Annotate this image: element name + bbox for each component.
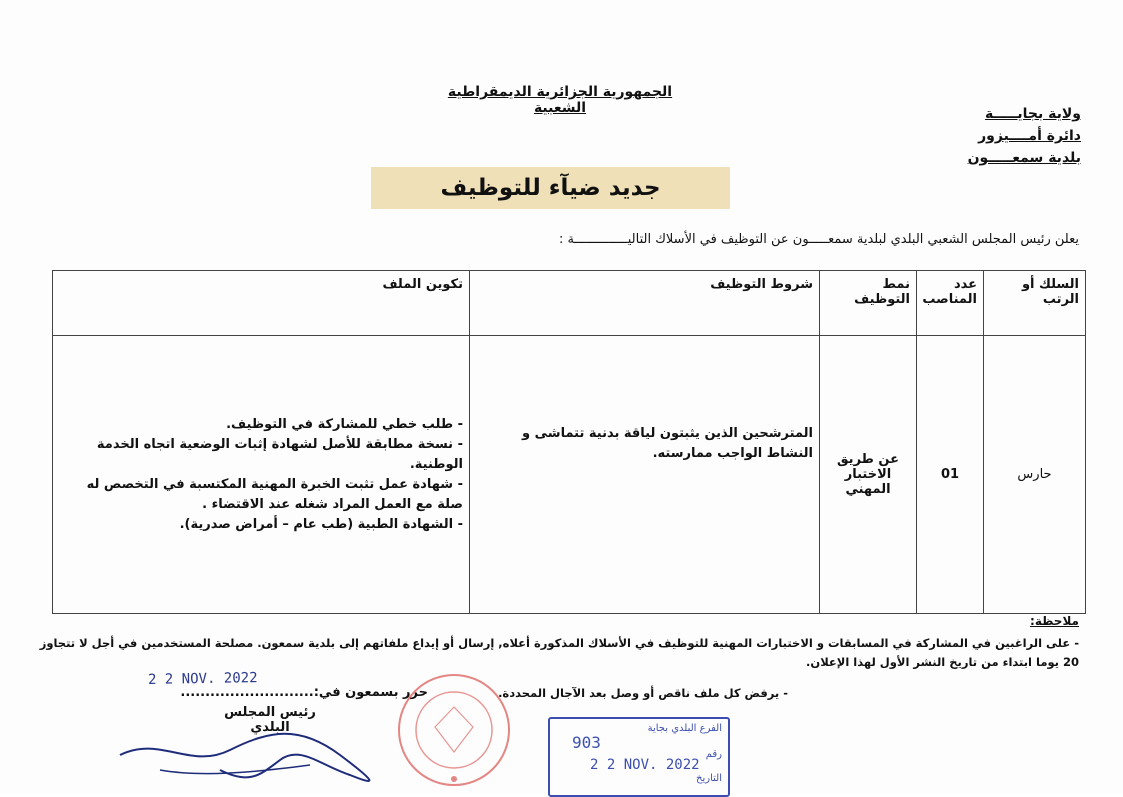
- cell-conditions: المترشحين الذين يثبتون لياقة بدنية تتماشى و النشاط الواجب ممارسته.: [470, 336, 820, 614]
- table-header-row: [53, 271, 1086, 336]
- recruitment-table: [52, 270, 1086, 614]
- notes-title: ملاحظة:: [1030, 614, 1079, 628]
- header-posts: عدد المناصب: [917, 271, 984, 336]
- stamp-date-label: التاريخ: [696, 773, 722, 784]
- stamp-office: الفرع البلدي بجاية: [647, 723, 722, 734]
- cell-rank: حارس: [984, 336, 1086, 614]
- stamp-date: 2 2 NOV. 2022: [590, 757, 700, 773]
- official-round-stamp: [395, 667, 513, 793]
- signature-date-stamp: 2 2 NOV. 2022: [147, 670, 258, 688]
- header-file: تكوين الملف: [53, 271, 470, 336]
- file-item: - الشهادة الطبية (طب عام – أمراض صدرية).: [179, 516, 463, 532]
- stamp-number: 903: [572, 733, 601, 752]
- republic-heading: الجمهورية الجزائرية الديمقراطية الشعبية: [447, 84, 673, 116]
- cell-file: [53, 336, 470, 614]
- header-mode: نمط التوظيف: [820, 271, 917, 336]
- file-item: - طلب خطي للمشاركة في التوظيف.: [226, 416, 463, 432]
- file-item: - شهادة عمل تثبت الخبرة المهنية المكتسبة في التخصص له صلة مع العمل المراد شغله عند الاقتضاء .: [86, 476, 463, 512]
- signature-title: رئيس المجلس البلدي: [224, 705, 316, 735]
- registration-stamp: [548, 717, 730, 797]
- baladiya-line: بلدية سمعـــــون: [967, 150, 1081, 166]
- handwritten-signature: [100, 715, 390, 790]
- intro-text: يعلن رئيس المجلس الشعبي البلدي لبلدية سمعـــــون عن التوظيف في الأسلاك التاليــــــــــــــة :: [558, 232, 1079, 247]
- header-rank: السلك أو الرتب: [984, 271, 1086, 336]
- stamp-number-label: رقم: [705, 749, 722, 760]
- wilaya-line: ولاية بجايـــــة: [984, 106, 1081, 122]
- recruitment-banner: جديد ضيآء للتوظيف: [371, 167, 730, 209]
- authority-block: [911, 103, 1081, 169]
- notes-line-2: - يرفض كل ملف ناقص أو وصل بعد الآجال المحددة.: [498, 686, 788, 700]
- daira-line: دائرة أمــــيزور: [978, 128, 1081, 144]
- file-item: - نسخة مطابقة للأصل لشهادة إثبات الوضعية اتجاه الخدمة الوطنية.: [96, 436, 463, 472]
- notes-line-1: - على الراغبين في المشاركة في المسابقات و الاختبارات المهنية للتوظيف في الأسلاك المذكورة أعلاه, إرسال أو إيداع ملفاتهم إلى بلدية سمعون. مصلحة المستخدمين في أجل لا تتجاوز 20 يوما ابتداء من تاريخ النشر الأول لهذا الإعلان.: [39, 636, 1079, 669]
- cell-mode: عن طريق الاختبار المهني: [820, 336, 917, 614]
- header-conditions: شروط التوظيف: [470, 271, 820, 336]
- table-row: [53, 336, 1086, 614]
- cell-posts: 01: [917, 336, 984, 614]
- signature-place: حرر بسمعون في:...........................: [180, 685, 428, 700]
